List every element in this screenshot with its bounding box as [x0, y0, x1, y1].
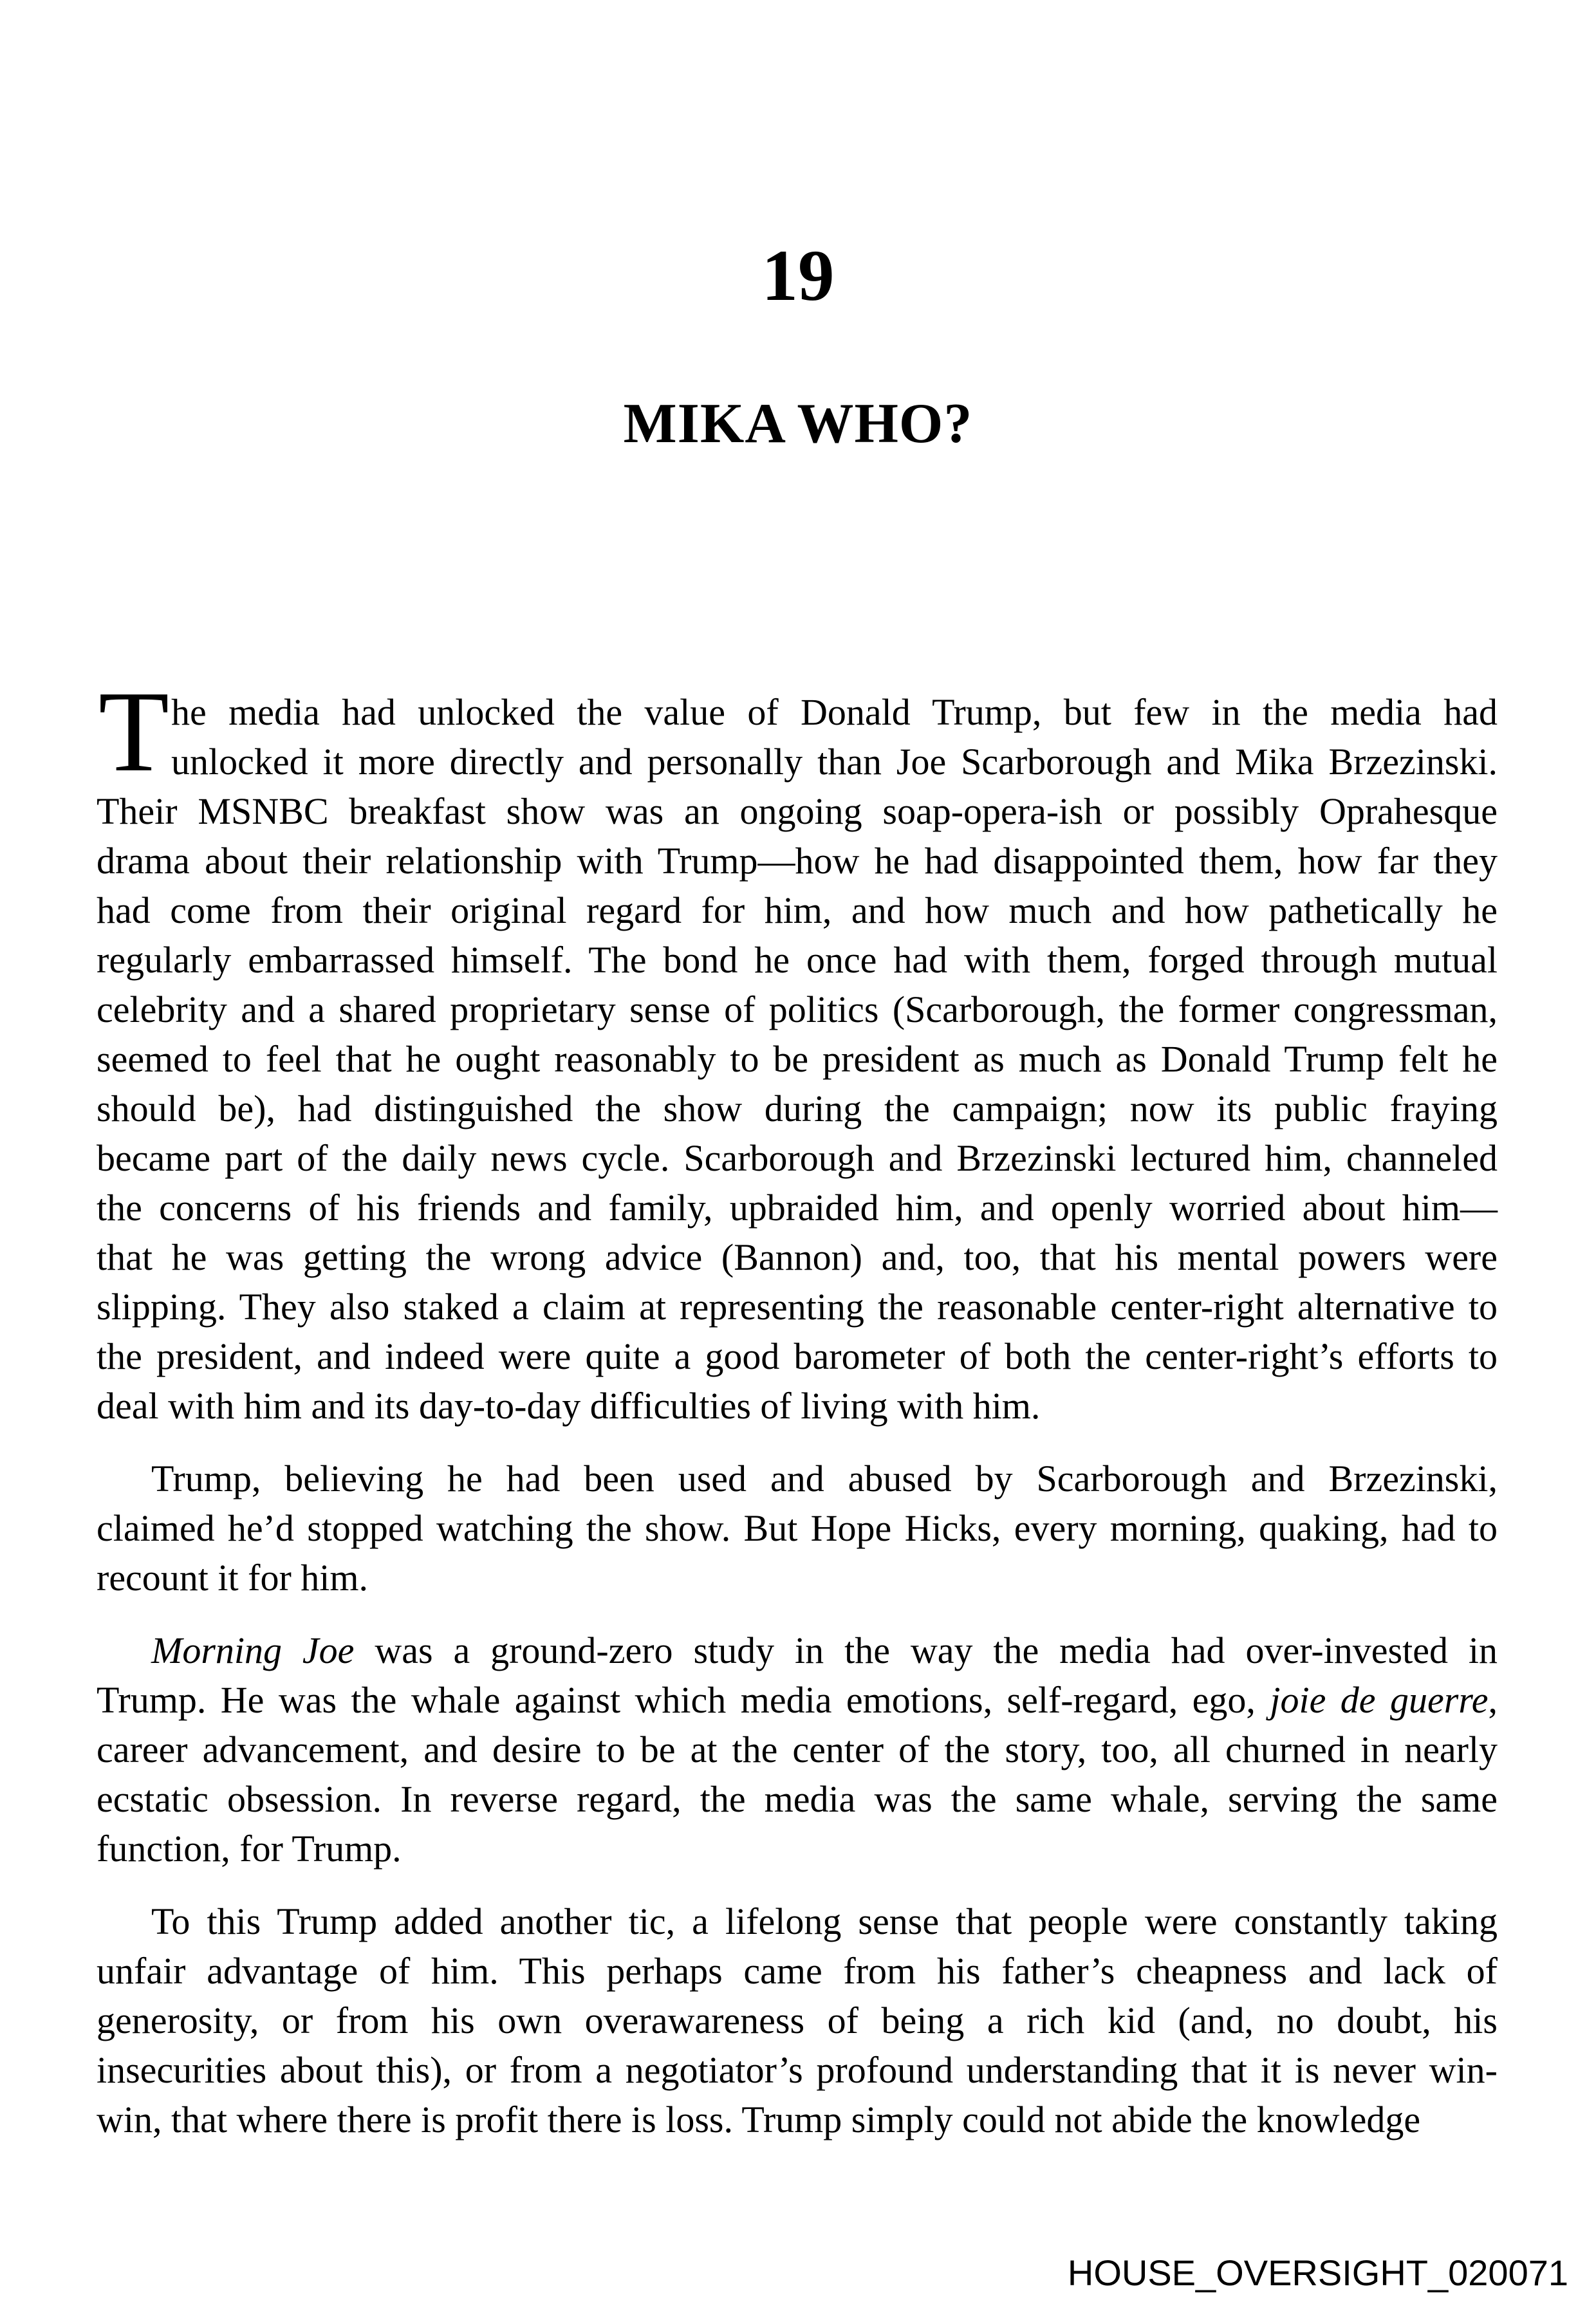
- text-line: deal with him and its day-to-day difficulties of living with him.: [97, 1385, 1041, 1427]
- paragraph: [97, 1626, 1498, 1873]
- body-text: [97, 667, 1498, 2144]
- paragraph: [97, 667, 1498, 1431]
- text-line: insecurities about this), or from a negotiator’s profound understanding that it is never win-: [97, 2049, 1498, 2091]
- text-line: recount it for him.: [97, 1557, 369, 1599]
- text-line: regularly embarrassed himself. The bond he once had with them, forged through mutual: [97, 939, 1498, 981]
- italic-text: joie de guerre: [1270, 1679, 1489, 1721]
- text-line: the president, and indeed were quite a good barometer of both the center-right’s efforts to: [97, 1335, 1498, 1377]
- text-line: that he was getting the wrong advice (Bannon) and, too, that his mental powers were: [97, 1236, 1498, 1278]
- text-line: ecstatic obsession. In reverse regard, the media was the same whale, serving the same: [97, 1778, 1498, 1820]
- text-line: unfair advantage of him. This perhaps came from his father’s cheapness and lack of: [97, 1950, 1498, 1992]
- text-line: celebrity and a shared proprietary sense of politics (Scarborough, the former congressman,: [97, 989, 1498, 1030]
- text-line: the concerns of his friends and family, upbraided him, and openly worried about him—: [97, 1187, 1498, 1229]
- text-segment: ,: [1488, 1679, 1498, 1721]
- text-line: had come from their original regard for him, and how much and how pathetically he: [97, 889, 1498, 931]
- chapter-number: 19: [761, 236, 835, 316]
- text-line: [97, 1675, 1498, 1725]
- text-line: he media had unlocked the value of Donald Trump, but few in the media had: [171, 691, 1498, 733]
- text-line: To this Trump added another tic, a lifelong sense that people were constantly taking: [151, 1900, 1498, 1942]
- text-line: generosity, or from his own overawareness of being a rich kid (and, no doubt, his: [97, 2000, 1498, 2041]
- text-line: seemed to feel that he ought reasonably to be president as much as Donald Trump felt he: [97, 1038, 1498, 1080]
- text-line: claimed he’d stopped watching the show. But Hope Hicks, every morning, quaking, had to: [97, 1507, 1498, 1549]
- text-line: should be), had distinguished the show during the campaign; now its public fraying: [97, 1088, 1498, 1129]
- paragraph: [97, 1897, 1498, 2144]
- text-line: slipping. They also staked a claim at representing the reasonable center-right alternative to: [97, 1286, 1498, 1328]
- text-segment: was a ground-zero study in the way the media had over-invested in: [354, 1629, 1498, 1671]
- text-line: Their MSNBC breakfast show was an ongoing soap-opera-ish or possibly Oprahesque: [97, 790, 1498, 832]
- text-line: became part of the daily news cycle. Scarborough and Brzezinski lectured him, channeled: [97, 1137, 1498, 1179]
- drop-cap-letter: T: [98, 667, 169, 795]
- text-line: [151, 1626, 1498, 1675]
- bates-stamp: HOUSE_OVERSIGHT_020071: [1067, 2252, 1568, 2293]
- text-line: unlocked it more directly and personally than Joe Scarborough and Mika Brzezinski.: [171, 741, 1498, 783]
- paragraph: [97, 1454, 1498, 1602]
- text-line: win, that where there is profit there is loss. Trump simply could not abide the knowledge: [97, 2099, 1421, 2140]
- text-segment: Trump. He was the whale against which media emotions, self-regard, ego,: [97, 1679, 1270, 1721]
- text-line: Trump, believing he had been used and abused by Scarborough and Brzezinski,: [151, 1458, 1498, 1499]
- text-line: career advancement, and desire to be at the center of the story, too, all churned in nearly: [97, 1729, 1498, 1770]
- text-line: drama about their relationship with Trump—how he had disappointed them, how far they: [97, 840, 1498, 882]
- chapter-title: MIKA WHO?: [623, 393, 973, 455]
- italic-text: Morning Joe: [151, 1629, 355, 1671]
- text-line: function, for Trump.: [97, 1828, 402, 1870]
